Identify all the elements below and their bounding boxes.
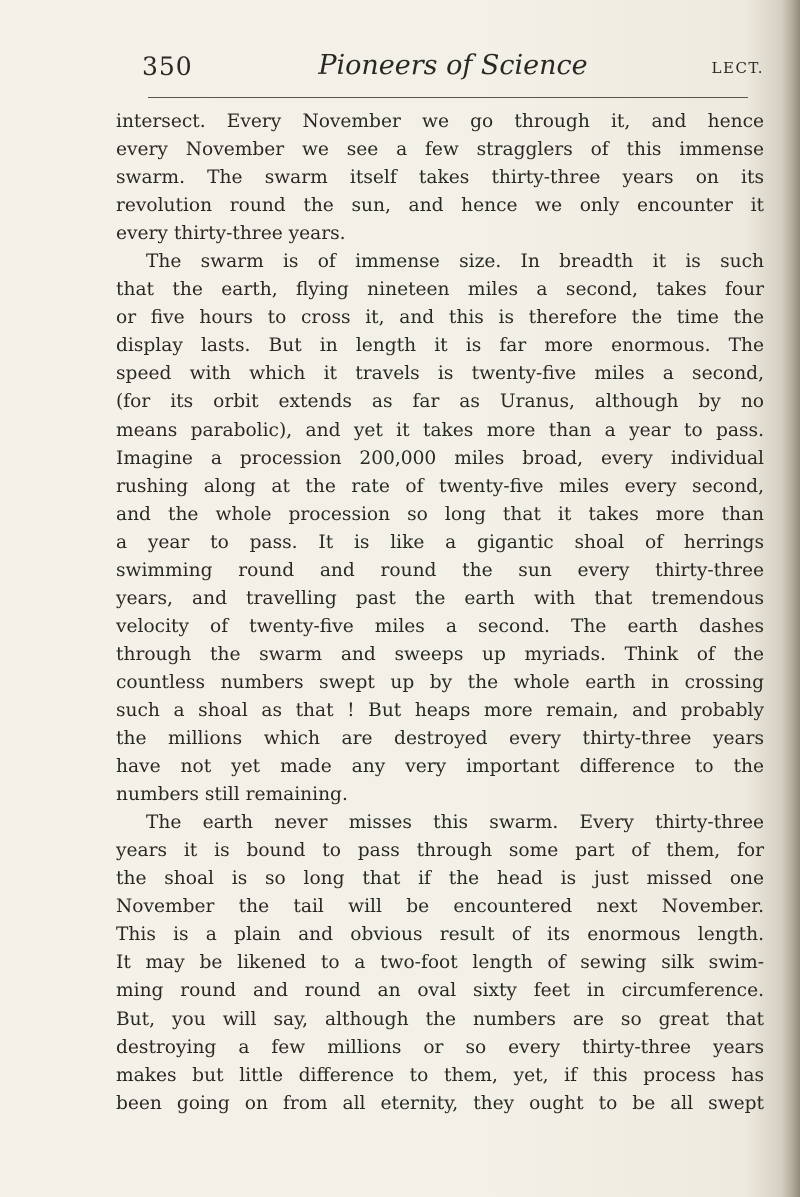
body-text xyxy=(116,108,764,1118)
text-line: swimming round and round the sun every thirty-three xyxy=(116,559,764,581)
header-rule xyxy=(148,97,748,98)
text-line: display lasts. But in length it is far more enormous. The xyxy=(116,335,764,357)
text-line: rushing along at the rate of twenty-five miles every second, xyxy=(116,475,764,497)
text-line: destroying a few millions or so every thirty-three years xyxy=(116,1036,764,1058)
text-line: The swarm is of immense size. In breadth it is such xyxy=(146,251,764,273)
text-line: But, you will say, although the numbers are so great that xyxy=(116,1008,764,1030)
page-edge-shadow xyxy=(782,0,800,1197)
text-line: the millions which are destroyed every thirty-three years xyxy=(116,728,764,750)
text-line: revolution round the sun, and hence we only encounter it xyxy=(116,195,764,217)
text-line: velocity of twenty-five miles a second. The earth dashes xyxy=(116,615,764,637)
section-label: LECT. xyxy=(711,59,764,77)
text-line: This is a plain and obvious result of its enormous length. xyxy=(116,924,764,946)
text-line: every November we see a few stragglers of this immense xyxy=(116,139,764,161)
text-line: or five hours to cross it, and this is therefore the time the xyxy=(116,307,764,329)
text-line: swarm. The swarm itself takes thirty-three years on its xyxy=(116,167,764,189)
text-line: every thirty-three years. xyxy=(116,223,346,245)
running-title: Pioneers of Science xyxy=(318,50,588,81)
text-line: years it is bound to pass through some part of them, for xyxy=(116,840,764,862)
page-header xyxy=(142,52,764,92)
text-line: numbers still remaining. xyxy=(116,784,348,806)
text-line: speed with which it travels is twenty-five miles a second, xyxy=(116,363,764,385)
text-line: ming round and round an oval sixty feet in circumference. xyxy=(116,980,764,1002)
text-line: have not yet made any very important difference to the xyxy=(116,756,764,778)
text-line: means parabolic), and yet it takes more than a year to pass. xyxy=(116,419,764,441)
text-line: intersect. Every November we go through it, and hence xyxy=(116,111,764,132)
text-line: November the tail will be encountered next November. xyxy=(116,896,764,918)
text-line: It may be likened to a two-foot length of sewing silk swim- xyxy=(116,952,764,974)
page-number: 350 xyxy=(142,52,193,81)
text-line: years, and travelling past the earth with that tremendous xyxy=(116,587,764,609)
text-line: such a shoal as that ! But heaps more remain, and probably xyxy=(116,699,764,721)
text-line: through the swarm and sweeps up myriads. Think of the xyxy=(116,643,764,665)
text-line: been going on from all eternity, they ought to be all swept xyxy=(116,1092,764,1114)
text-line: the shoal is so long that if the head is just missed one xyxy=(116,868,764,890)
text-line: The earth never misses this swarm. Every thirty-three xyxy=(146,812,764,834)
text-line: and the whole procession so long that it takes more than xyxy=(116,503,764,525)
text-line: (for its orbit extends as far as Uranus, although by no xyxy=(116,391,764,413)
text-line: a year to pass. It is like a gigantic shoal of herrings xyxy=(116,531,764,553)
text-line: countless numbers swept up by the whole earth in crossing xyxy=(116,671,764,693)
text-line: makes but little difference to them, yet, if this process has xyxy=(116,1064,764,1086)
text-line: Imagine a procession 200,000 miles broad, every individual xyxy=(116,447,764,469)
text-line: that the earth, flying nineteen miles a second, takes four xyxy=(116,279,764,301)
